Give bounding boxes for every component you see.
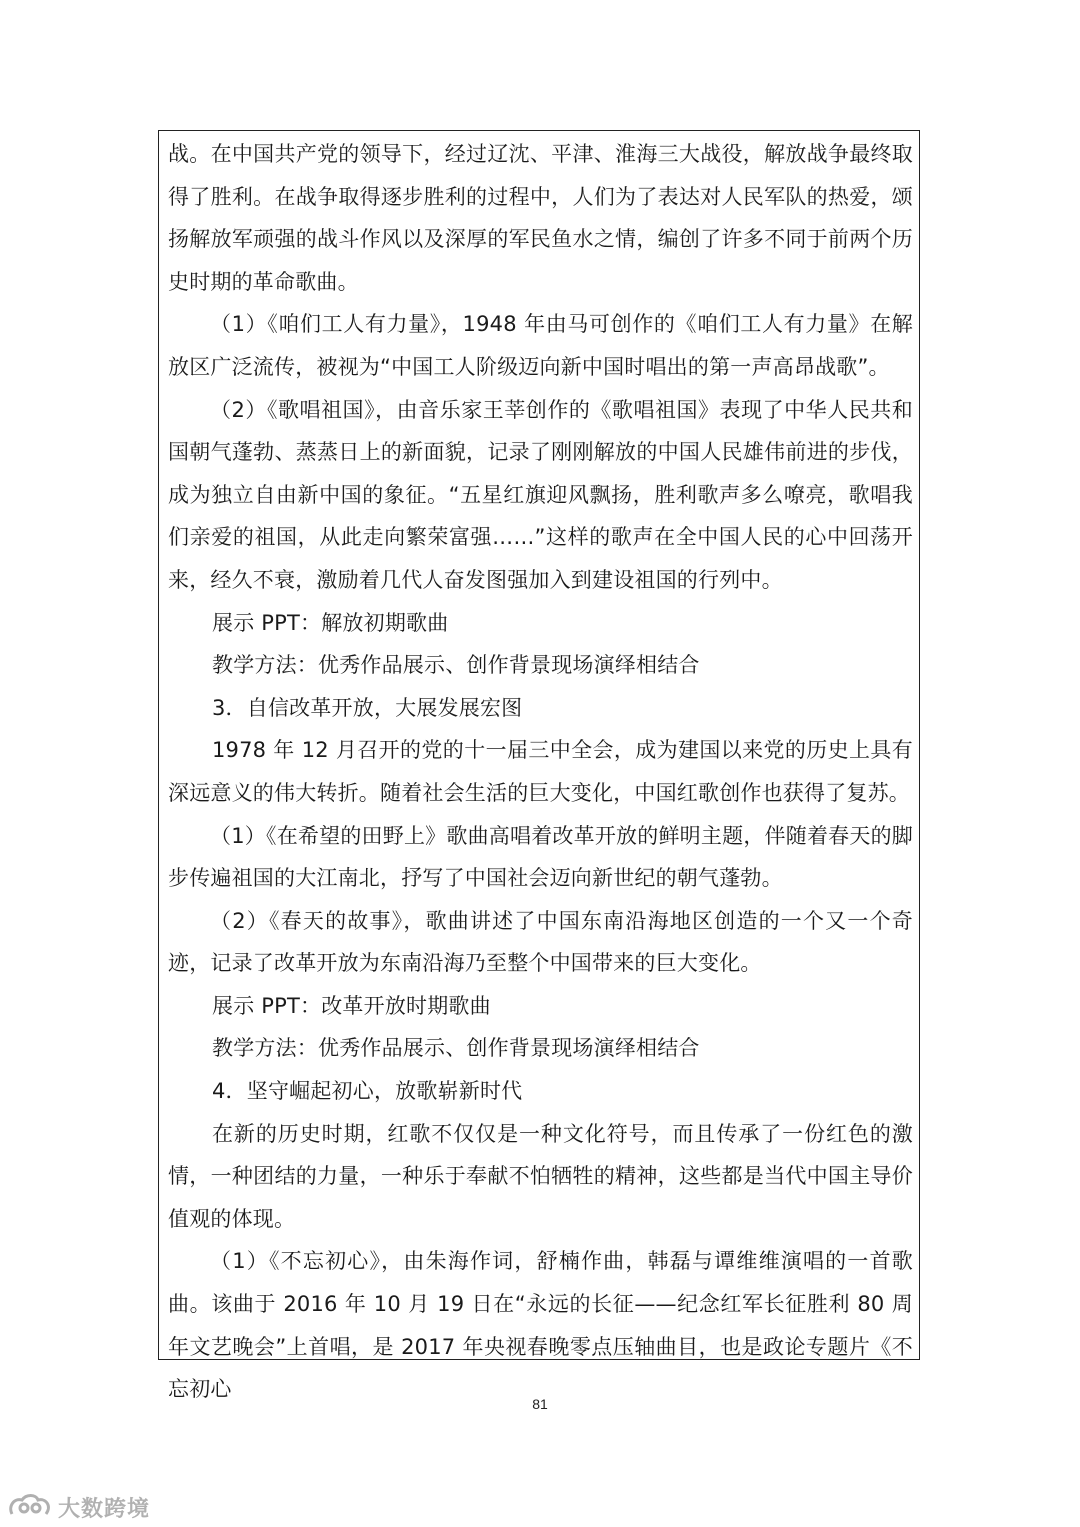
paragraph-song-motherland: （2）《歌唱祖国》，由音乐家王莘创作的《歌唱祖国》表现了中华人民共和国朝气蓬勃、蒸蒸日上的新面貌，记录了刚刚解放的中国人民雄伟前进的步伐，成为独立自由新中国的象征。“五星红旗迎风飘扬，胜利歌声多么嘹亮，歌唱我们亲爱的祖国，从此走向繁荣富强……”这样的歌声在全中国人民的心中回荡开来，经久不衰，激励着几代人奋发图强加入到建设祖国的行列中。 — [168, 397, 913, 592]
document-body — [168, 133, 913, 1411]
section-heading-3: 3．自信改革开放，大展发展宏图 — [212, 695, 523, 720]
paragraph-reform: 1978 年 12 月召开的党的十一届三中全会，成为建国以来党的历史上具有深远意义的伟大转折。随着社会生活的巨大变化，中国红歌创作也获得了复苏。 — [168, 738, 913, 805]
watermark-logo-icon — [6, 1492, 54, 1522]
paragraph-song-workers: （1）《咱们工人有力量》，1948 年由马可创作的《咱们工人有力量》在解放区广泛流传，被视为“中国工人阶级迈向新中国时唱出的第一声高昂战歌”。 — [168, 312, 913, 379]
paragraph-song-spring-story: （2）《春天的故事》，歌曲讲述了中国东南沿海地区创造的一个又一个奇迹，记录了改革开放为东南沿海乃至整个中国带来的巨大变化。 — [168, 908, 913, 976]
paragraph-method-1: 教学方法：优秀作品展示、创作背景现场演绎相结合 — [212, 653, 700, 678]
paragraph-ppt-1: 展示 PPT：解放初期歌曲 — [212, 610, 449, 635]
watermark-text: 大数跨境 — [58, 1496, 151, 1522]
section-heading-4: 4．坚守崛起初心，放歌崭新时代 — [212, 1079, 523, 1104]
paragraph-ppt-2: 展示 PPT：改革开放时期歌曲 — [212, 993, 491, 1018]
paragraph-liberation-war: 战。在中国共产党的领导下，经过辽沈、平津、淮海三大战役，解放战争最终取得了胜利。在战争取得逐步胜利的过程中，人们为了表达对人民军队的热爱，颂扬解放军顽强的战斗作风以及深厚的军民鱼水之情，编创了许多不同于前两个历史时期的革命歌曲。 — [168, 142, 913, 294]
paragraph-method-2: 教学方法：优秀作品展示、创作背景现场演绎相结合 — [212, 1036, 700, 1061]
page-number: 81 — [532, 1396, 548, 1412]
paragraph-new-era: 在新的历史时期，红歌不仅仅是一种文化符号，而且传承了一份红色的激情，一种团结的力量，一种乐于奉献不怕牺牲的精神，这些都是当代中国主导价值观的体现。 — [168, 1121, 913, 1231]
watermark — [6, 1490, 150, 1524]
paragraph-song-original-aspiration: （1）《不忘初心》，由朱海作词，舒楠作曲，韩磊与谭维维演唱的一首歌曲。该曲于 2016 年 10 月 19 日在“永远的长征——纪念红军长征胜利 80 周年文艺晚会”上首唱，是 2017 年央视春晚零点压轴曲目，也是政论专题片《不忘初心 — [168, 1249, 913, 1402]
paragraph-song-hope-fields: （1）《在希望的田野上》歌曲高唱着改革开放的鲜明主题，伴随着春天的脚步传遍祖国的大江南北，抒写了中国社会迈向新世纪的朝气蓬勃。 — [168, 823, 913, 891]
